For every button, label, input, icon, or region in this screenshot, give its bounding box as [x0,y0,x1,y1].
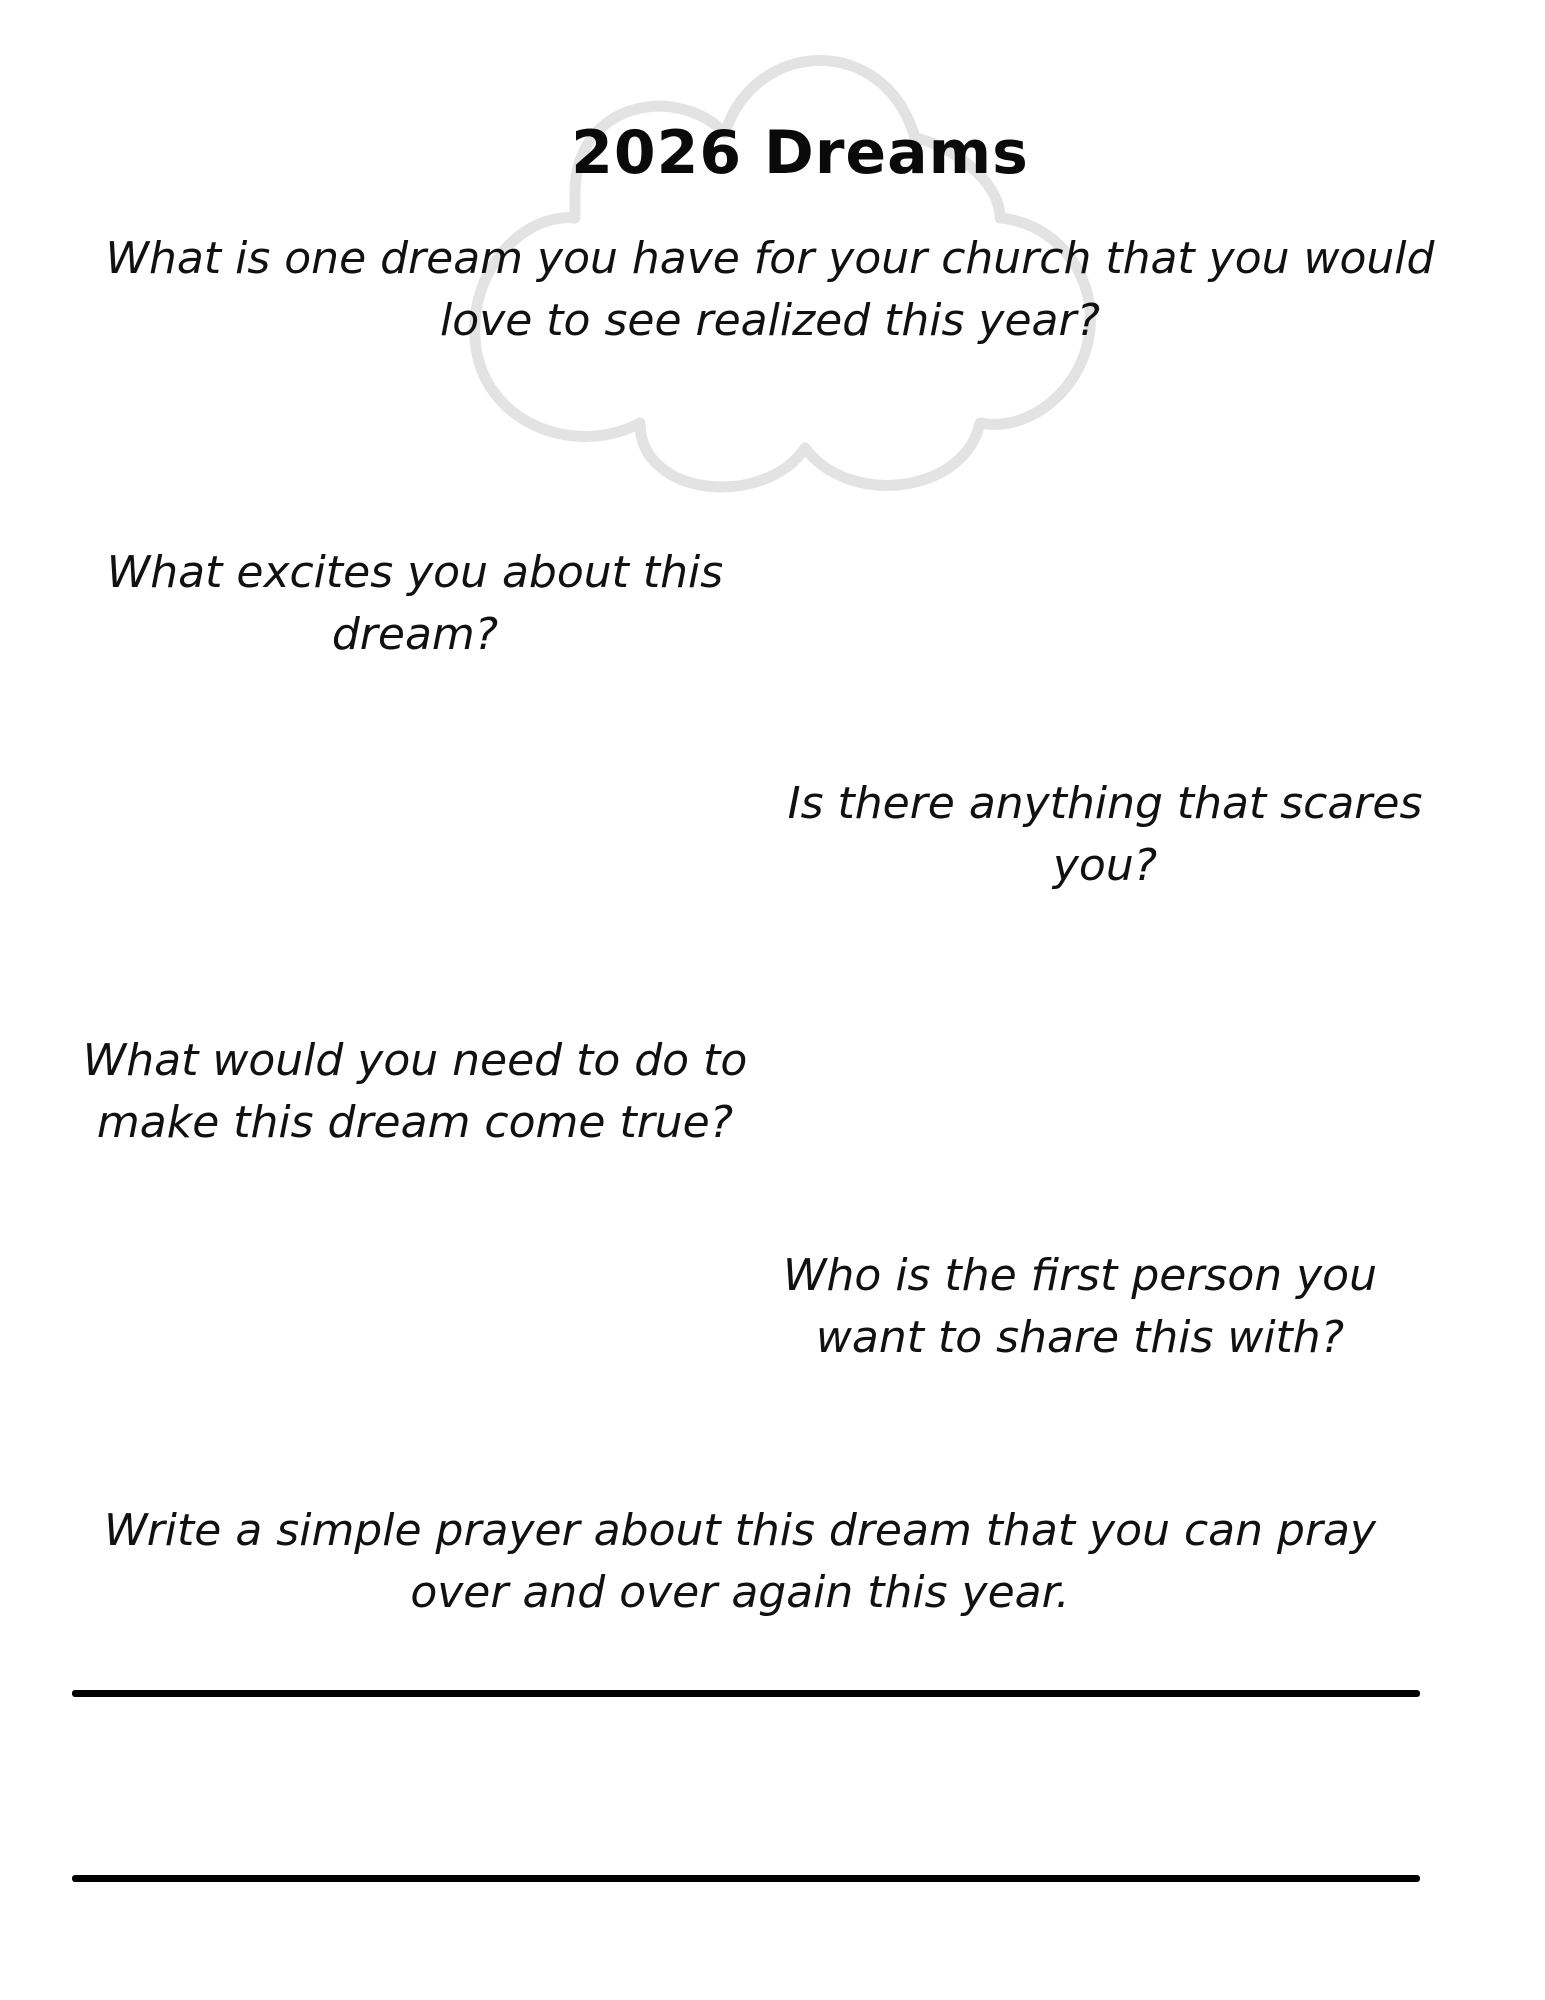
question-share-with: Who is the first person you want to share this with? [783,1250,1377,1363]
writing-line-1 [72,1690,1420,1697]
question-excites: What excites you about this dream? [106,547,724,660]
question-prayer: Write a simple prayer about this dream that you can pray over and over again this year. [103,1505,1377,1618]
writing-line-2 [72,1875,1420,1882]
question-make-true: What would you need to do to make this dream come true? [82,1035,748,1148]
question-scares: Is there anything that scares you? [787,778,1423,891]
page-title: 2026 Dreams [571,118,1029,188]
question-church-dream: What is one dream you have for your church that you would love to see realized this year? [105,233,1435,346]
